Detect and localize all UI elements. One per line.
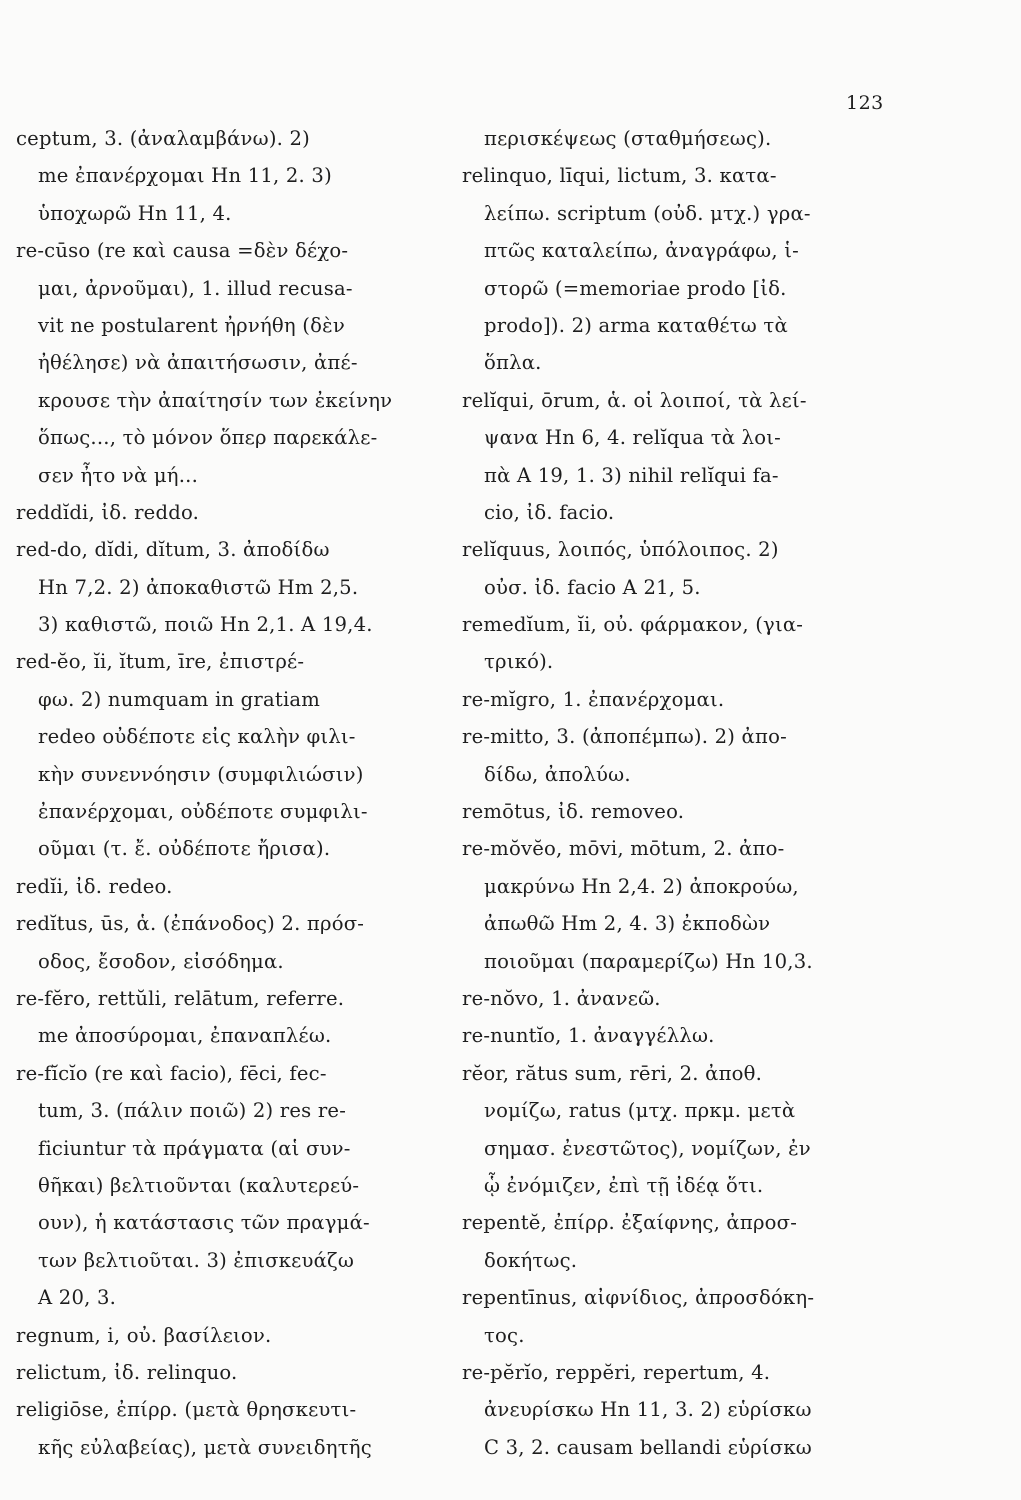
dictionary-line: πτῶς καταλείπω, ἀναγράφω, ἱ-	[484, 239, 799, 263]
dictionary-line: πὰ A 19, 1. 3) nihil relĭqui fa-	[484, 463, 779, 487]
dictionary-line: repentīnus, αἰφνίδιος, ἀπροσδόκη-	[462, 1286, 815, 1310]
dictionary-line: redĭtus, ūs, ἁ. (ἐπάνοδος) 2. πρόσ-	[16, 912, 365, 936]
dictionary-line: ὑποχωρῶ Hn 11, 4.	[38, 201, 232, 225]
dictionary-line: οὐσ. ἰδ. facio A 21, 5.	[484, 575, 701, 599]
dictionary-line: tum, 3. (πάλιν ποιῶ) 2) res re-	[38, 1099, 347, 1123]
dictionary-line: ᾧ ἐνόμιζεν, ἐπὶ τῇ ἰδέᾳ ὅτι.	[484, 1173, 764, 1197]
dictionary-line: κῆς εὐλαβείας), μετὰ συνειδητῆς	[38, 1435, 372, 1459]
dictionary-line: re-mŏvĕo, mōvi, mōtum, 2. ἀπο-	[462, 837, 785, 861]
dictionary-line: reddĭdi, ἰδ. reddo.	[16, 500, 200, 524]
dictionary-line: στορῶ (=memoriae prodo [ἰδ.	[484, 276, 787, 300]
dictionary-line: Hn 7,2. 2) ἀποκαθιστῶ Hm 2,5.	[38, 575, 359, 599]
dictionary-line: re-cūso (re καὶ causa =δὲν δέχο-	[16, 239, 349, 263]
dictionary-line: των βελτιοῦται. 3) ἐπισκευάζω	[38, 1248, 355, 1272]
dictionary-line: σημασ. ἐνεστῶτος), νομίζων, ἐν	[484, 1136, 811, 1160]
page-number: 123	[846, 92, 884, 114]
dictionary-line: redeo οὐδέποτε εἰς καλὴν φιλι-	[38, 725, 356, 749]
dictionary-line: περισκέψεως (σταθμήσεως).	[484, 127, 772, 150]
dictionary-line: remōtus, ἰδ. removeo.	[462, 800, 685, 824]
dictionary-line: re-nuntĭo, 1. ἀναγγέλλω.	[462, 1024, 715, 1048]
dictionary-line: δίδω, ἀπολύω.	[484, 762, 631, 786]
dictionary-line: δοκήτως.	[484, 1248, 578, 1272]
dictionary-line: vit ne postularent ἠρνήθη (δὲν	[38, 313, 345, 337]
dictionary-line: οῦμαι (τ. ἔ. οὐδέποτε ἤρισα).	[38, 837, 331, 861]
dictionary-line: prodo]). 2) arma καταθέτω τὰ	[484, 313, 788, 337]
dictionary-line: cio, ἰδ. facio.	[484, 500, 615, 524]
dictionary-line: red-ĕo, ĭi, ĭtum, īre, ἐπιστρέ-	[16, 650, 305, 674]
dictionary-line: re-mitto, 3. (ἀποπέμπω). 2) ἀπο-	[462, 725, 787, 749]
dictionary-line: re-nŏvo, 1. ἀνανεῶ.	[462, 986, 661, 1010]
dictionary-line: ἐπανέρχομαι, οὐδέποτε συμφιλι-	[38, 800, 368, 824]
dictionary-line: κὴν συνεννόησιν (συμφιλιώσιν)	[38, 762, 364, 786]
dictionary-line: ὅπλα.	[484, 351, 542, 375]
dictionary-line: C 3, 2. causam bellandi εὑρίσκω	[484, 1435, 812, 1459]
dictionary-line: ἀνευρίσκω Hn 11, 3. 2) εὑρίσκω	[484, 1398, 812, 1422]
dictionary-line: religiōse, ἐπίρρ. (μετὰ θρησκευτι-	[16, 1398, 357, 1422]
dictionary-line: τρικό).	[484, 650, 554, 674]
dictionary-line: relĭqui, ōrum, ἁ. οἱ λοιποί, τὰ λεί-	[462, 388, 807, 412]
dictionary-line: A 20, 3.	[38, 1286, 117, 1310]
left-column	[16, 120, 446, 1466]
dictionary-line: 3) καθιστῶ, ποιῶ Hn 2,1. A 19,4.	[38, 613, 373, 637]
right-column	[462, 120, 892, 1466]
dictionary-line: ἠθέλησε) νὰ ἀπαιτήσωσιν, ἀπέ-	[38, 351, 358, 375]
dictionary-line: re-fĕro, rettŭli, relātum, referre.	[16, 986, 345, 1010]
dictionary-line: ουν), ἡ κατάστασις τῶν πραγμά-	[38, 1211, 370, 1235]
dictionary-line: νομίζω, ratus (μτχ. πρκμ. μετὰ	[484, 1099, 796, 1123]
dictionary-line: φω. 2) numquam in gratiam	[38, 687, 321, 711]
dictionary-line: ψανα Hn 6, 4. relĭqua τὰ λοι-	[484, 426, 781, 450]
dictionary-line: relictum, ἰδ. relinquo.	[16, 1360, 238, 1384]
dictionary-line: re-fĭcĭo (re καὶ facio), fēci, fec-	[16, 1061, 327, 1085]
dictionary-line: θῆκαι) βελτιοῦνται (καλυτερεύ-	[38, 1173, 360, 1197]
dictionary-line: redĭi, ἰδ. redeo.	[16, 874, 173, 898]
dictionary-line: re-mĭgro, 1. ἐπανέρχομαι.	[462, 687, 725, 711]
dictionary-line: regnum, i, οὐ. βασίλειον.	[16, 1323, 272, 1347]
dictionary-line: σεν ἦτο νὰ μή...	[38, 463, 198, 487]
dictionary-line: μαι, ἀρνοῦμαι), 1. illud recusa-	[38, 276, 353, 300]
dictionary-line: re-pĕrĭo, reppĕri, repertum, 4.	[462, 1360, 771, 1384]
dictionary-line: μακρύνω Hn 2,4. 2) ἀποκρούω,	[484, 874, 799, 898]
dictionary-line: relinquo, līqui, lictum, 3. κατα-	[462, 164, 777, 188]
dictionary-line: ἀπωθῶ Hm 2, 4. 3) ἐκποδὼν	[484, 912, 771, 936]
dictionary-line: οδος, ἔσοδον, εἰσόδημα.	[38, 949, 284, 973]
dictionary-line: me ἐπανέρχομαι Hn 11, 2. 3)	[38, 164, 332, 188]
dictionary-line: ποιοῦμαι (παραμερίζω) Hn 10,3.	[484, 949, 813, 973]
dictionary-line: red-do, dĭdi, dĭtum, 3. ἀποδίδω	[16, 538, 330, 562]
dictionary-line: λείπω. scriptum (οὐδ. μτχ.) γρα-	[484, 201, 811, 225]
dictionary-line: ὅπως..., τὸ μόνον ὅπερ παρεκάλε-	[38, 426, 378, 450]
dictionary-line: ceptum, 3. (ἀναλαμβάνω). 2)	[16, 127, 311, 150]
dictionary-line: ficiuntur τὰ πράγματα (αἱ συν-	[38, 1136, 351, 1160]
dictionary-line: τος.	[484, 1323, 525, 1347]
dictionary-line: κρουσε τὴν ἀπαίτησίν των ἐκείνην	[38, 388, 393, 412]
dictionary-line: rĕor, rătus sum, rēri, 2. ἀποθ.	[462, 1061, 763, 1085]
dictionary-line: repentĕ, ἐπίρρ. ἐξαίφνης, ἀπροσ-	[462, 1211, 798, 1235]
dictionary-line: me ἀποσύρομαι, ἐπαναπλέω.	[38, 1024, 332, 1048]
dictionary-line: relĭquus, λοιπός, ὑπόλοιπος. 2)	[462, 538, 779, 562]
dictionary-line: remedĭum, ĭi, οὐ. φάρμακον, (για-	[462, 613, 804, 637]
